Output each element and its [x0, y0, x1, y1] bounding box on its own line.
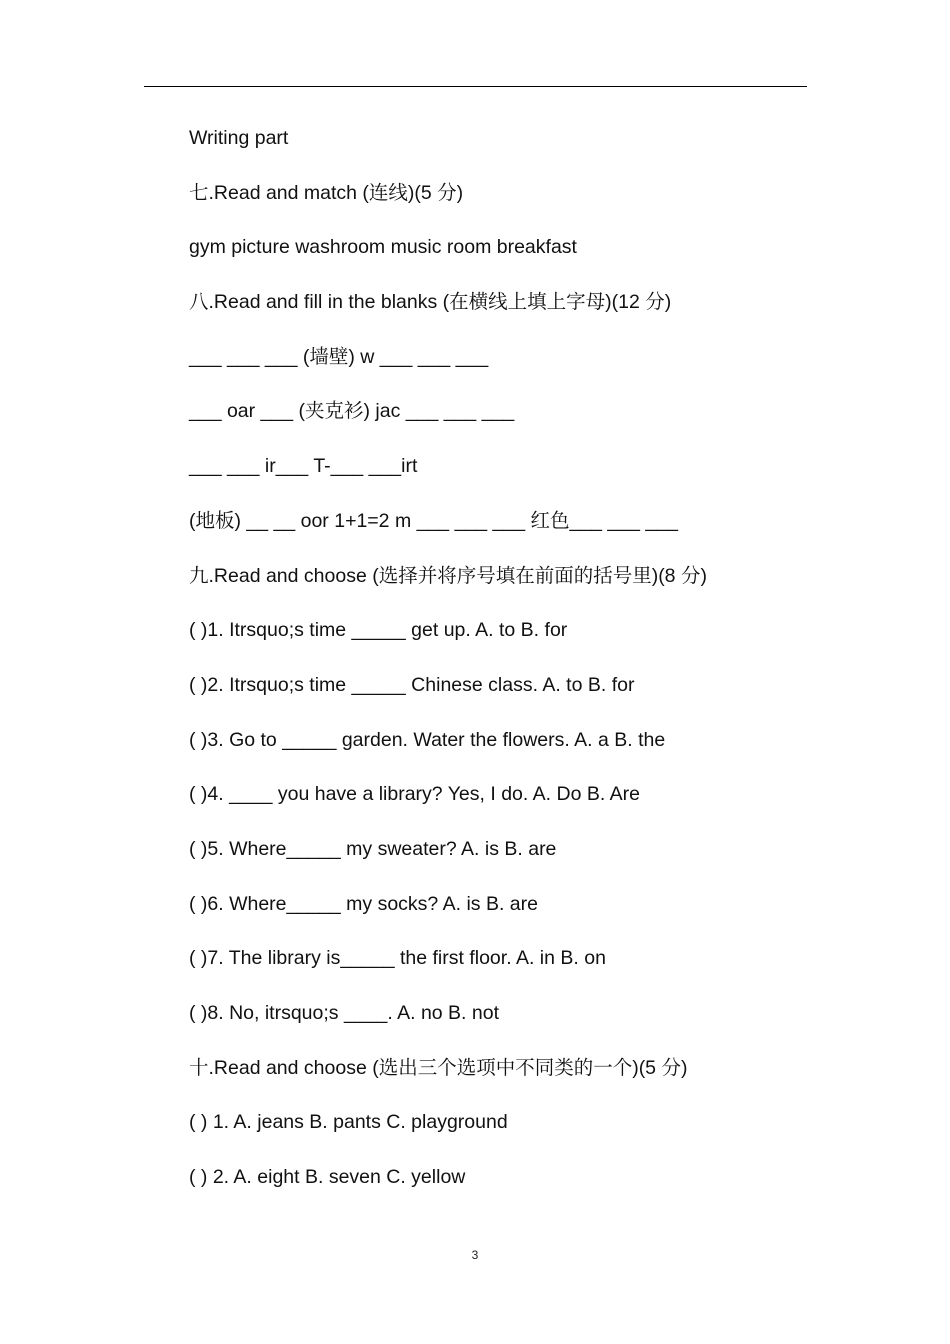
page-number: 3: [471, 1248, 479, 1262]
question-item: ( )5. Where_____ my sweater? A. is B. are: [189, 837, 557, 860]
question-item: ( )6. Where_____ my socks? A. is B. are: [189, 892, 538, 915]
question-item: ( )7. The library is_____ the first floor. A. in B. on: [189, 947, 606, 970]
fill-blank-line: (地板) __ __ oor 1+1=2 m ___ ___ ___ 红色___ ___ ___: [189, 509, 678, 532]
question-item: ( ) 2. A. eight B. seven C. yellow: [189, 1166, 466, 1189]
fill-blank-line: ___ ___ ir___ T-___ ___irt: [189, 455, 418, 478]
section-heading-7: 七.Read and match (连线)(5 分): [189, 181, 464, 204]
question-item: ( )3. Go to _____ garden. Water the flowers. A. a B. the: [189, 728, 666, 751]
fill-blank-line: ___ ___ ___ (墙壁) w ___ ___ ___: [189, 345, 489, 368]
section-heading-9: 九.Read and choose (选择并将序号填在前面的括号里)(8 分): [189, 564, 707, 587]
question-item: ( )4. ____ you have a library? Yes, I do. A. Do B. Are: [189, 783, 640, 806]
header-rule: [144, 86, 807, 87]
question-item: ( )1. Itrsquo;s time _____ get up. A. to B. for: [189, 619, 568, 642]
question-item: ( ) 1. A. jeans B. pants C. playground: [189, 1111, 508, 1134]
document-body: [189, 121, 829, 1215]
section-heading-writing: Writing part: [189, 127, 289, 149]
fill-blank-line: ___ oar ___ (夹克衫) jac ___ ___ ___: [189, 400, 515, 423]
question-item: ( )8. No, itrsquo;s ____. A. no B. not: [189, 1002, 500, 1024]
word-list: gym picture washroom music room breakfast: [189, 236, 577, 259]
section-heading-8: 八.Read and fill in the blanks (在横线上填上字母)(12 分): [189, 291, 672, 314]
question-item: ( )2. Itrsquo;s time _____ Chinese class. A. to B. for: [189, 673, 635, 696]
section-heading-10: 十.Read and choose (选出三个选项中不同类的一个)(5 分): [189, 1056, 688, 1079]
